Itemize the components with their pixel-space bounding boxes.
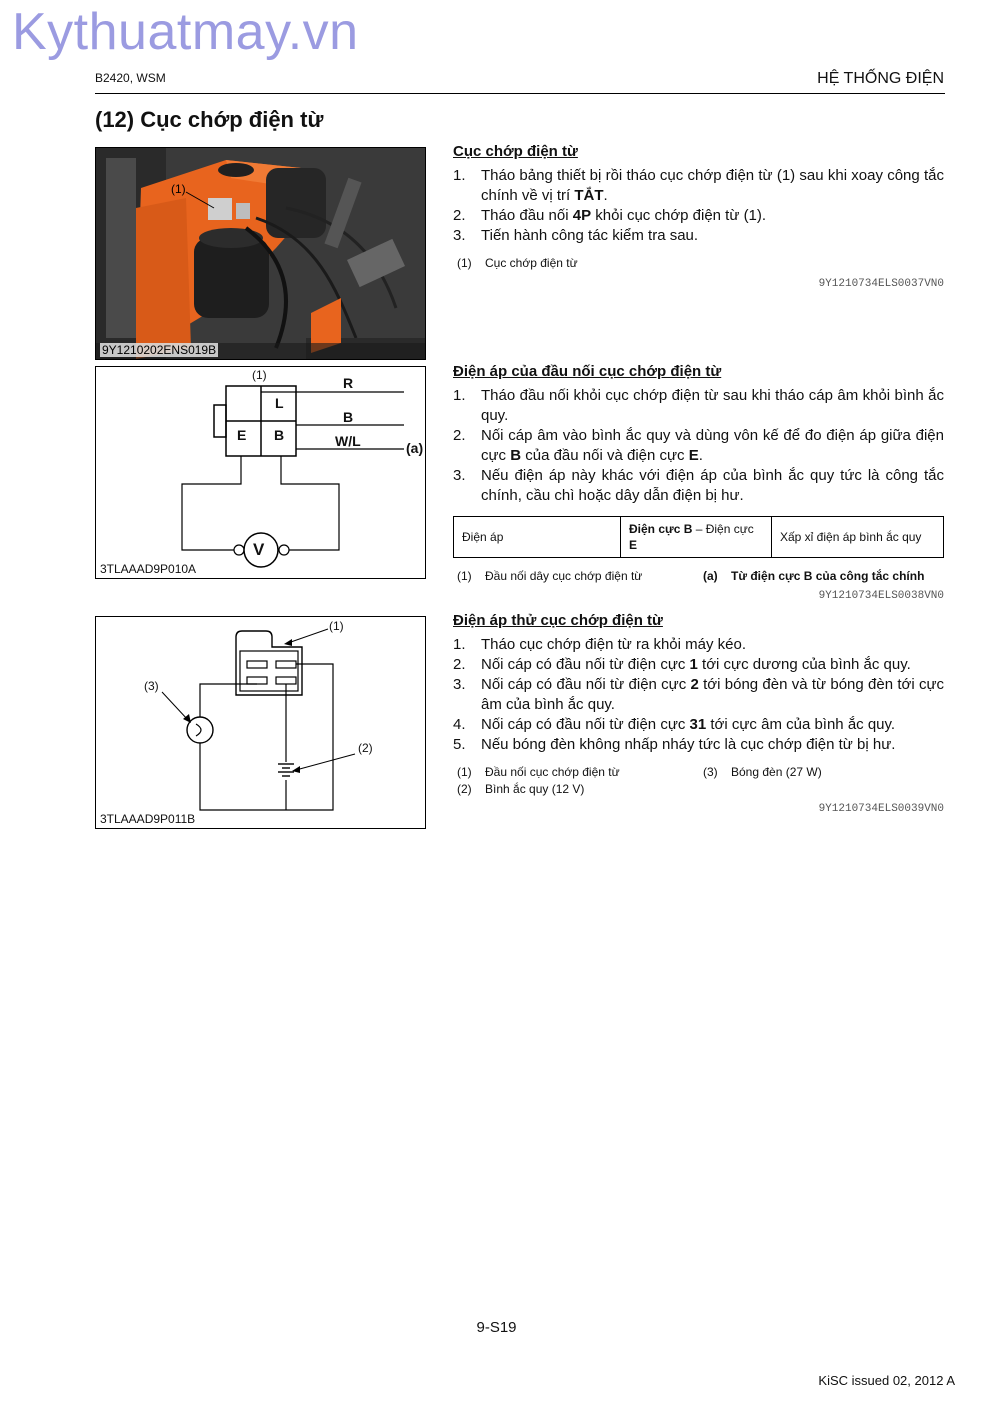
figure-photo (95, 147, 426, 360)
figure-connector-voltage (95, 366, 426, 579)
section-title: Điện áp của đầu nối cục chớp điện từ (453, 363, 722, 380)
page-number: 9-S19 (476, 1319, 517, 1336)
steps-list (453, 166, 944, 246)
list-item: 1. Tháo bảng thiết bị rồi tháo cục chớp điện từ (1) sau khi xoay công tắc chính về vị trí TẮT. (453, 167, 944, 204)
wire-label-r: R (343, 375, 354, 391)
table-cell: Điện cực B – Điện cực E (621, 517, 772, 558)
table-cell: Điện áp (454, 517, 621, 558)
steps-list (453, 386, 944, 506)
legend: (1) Đầu nối dây cục chớp điện từ (a) Từ điện cực B của công tắc chính (457, 569, 925, 583)
list-item: 2. Tháo đầu nối 4P khỏi cục chớp điện từ (1). (453, 207, 767, 224)
list-item: 2. Nối cáp có đầu nối từ điện cực 1 tới cực dương của bình ắc quy. (453, 656, 911, 673)
voltmeter-label: V (253, 540, 265, 559)
section-title: Điện áp thử cục chớp điện từ (453, 612, 663, 629)
watermark-logo: Kythuatmay.vn (12, 3, 359, 61)
document-code: 9Y1210734ELS0038VN0 (818, 590, 944, 602)
spec-table (453, 516, 944, 558)
test-circuit-diagram (96, 617, 425, 828)
list-item: 3. Nối cáp có đầu nối từ điện cực 2 tới bóng đèn và từ bóng đèn tới cực âm của bình ắc quy. (453, 676, 944, 713)
steps-list (453, 635, 944, 755)
wire-label-wl: W/L (335, 433, 361, 449)
header-section: HỆ THỐNG ĐIỆN (817, 70, 944, 87)
figure-circuit-code: 3TLAAAD9P011B (100, 812, 196, 826)
issue-note: KiSC issued 02, 2012 A (818, 1373, 955, 1388)
callout-1: (1) (252, 368, 267, 382)
terminal-l: L (275, 395, 284, 411)
list-item: 1. Tháo đầu nối khỏi cục chớp điện từ sau khi tháo cáp âm khỏi bình ắc quy. (453, 387, 944, 424)
wire-label-b: B (343, 409, 354, 425)
section-test-voltage (453, 612, 944, 815)
list-item: 5. Nếu bóng đèn không nhấp nháy tức là cục chớp điện từ bị hư. (453, 736, 896, 753)
list-item: 3. Tiến hành công tác kiểm tra sau. (453, 227, 699, 244)
tractor-photo-illustration (96, 148, 425, 359)
page-title: (12) Cục chớp điện từ (95, 107, 324, 132)
table-row (454, 517, 944, 558)
list-item: 2. Nối cáp âm vào bình ắc quy và dùng vôn kế để đo điện áp giữa điện cực B của đầu nối và điện cực E. (453, 427, 944, 464)
section-connector-voltage (453, 363, 944, 602)
callout-2: (2) (358, 741, 373, 755)
figure-photo-callout: (1) (171, 182, 186, 196)
header-model: B2420, WSM (95, 71, 166, 85)
list-item: 3. Nếu điện áp này khác với điện áp của bình ắc quy tức là công tắc chính, cầu chì hoặc dây dẫn điện bị hư. (453, 467, 944, 504)
section-flasher-removal (453, 143, 944, 290)
figure-photo-code: 9Y1210202ENS019B (102, 343, 217, 357)
document-code: 9Y1210734ELS0037VN0 (818, 278, 944, 290)
callout-a: (a) (406, 440, 424, 456)
callout-3: (3) (144, 679, 159, 693)
table-cell: Xấp xỉ điện áp bình ắc quy (772, 517, 944, 558)
terminal-b: B (274, 427, 285, 443)
list-item: 1. Tháo cục chớp điện từ ra khỏi máy kéo. (453, 636, 747, 653)
legend: (1) Cục chớp điện từ (457, 256, 578, 270)
legend: (1) Đầu nối cục chớp điện từ (3) Bóng đèn (27 W) (2) Bình ắc quy (12 V) (457, 765, 822, 796)
figure-voltage-code: 3TLAAAD9P010A (100, 562, 197, 576)
header-rule (95, 93, 945, 94)
callout-1: (1) (329, 619, 344, 633)
document-code: 9Y1210734ELS0039VN0 (818, 803, 944, 815)
list-item: 4. Nối cáp có đầu nối từ điện cực 31 tới cực âm của bình ắc quy. (453, 716, 896, 733)
section-title: Cục chớp điện từ (453, 143, 578, 160)
figure-test-circuit (95, 616, 426, 829)
terminal-e: E (237, 427, 247, 443)
